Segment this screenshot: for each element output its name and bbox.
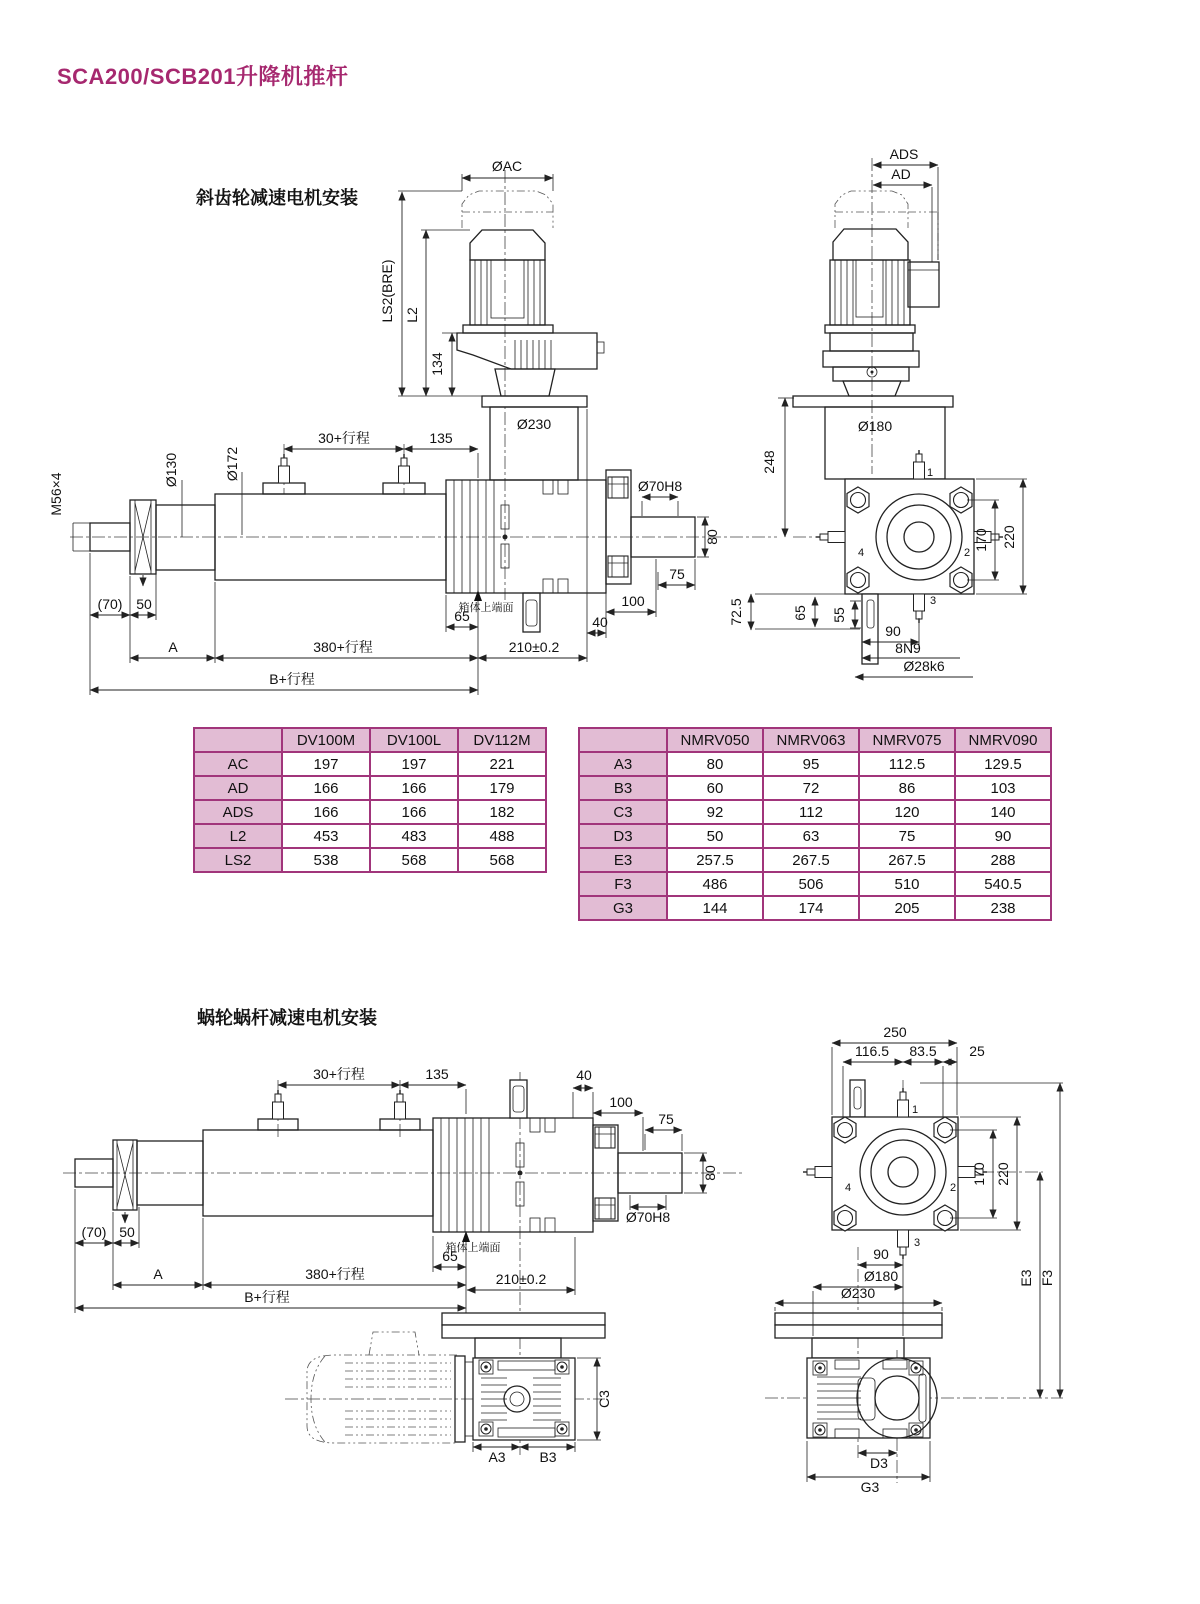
cell: 60 bbox=[667, 776, 763, 800]
dim-label: Ø130 bbox=[163, 452, 179, 488]
cell: 80 bbox=[667, 752, 763, 776]
dim-label: Ø172 bbox=[224, 446, 240, 482]
port-label: 1 bbox=[911, 1104, 919, 1116]
corner-cell bbox=[194, 728, 282, 752]
dim-label: 170 bbox=[971, 1162, 987, 1186]
row-label: C3 bbox=[579, 800, 667, 824]
cell: 538 bbox=[282, 848, 370, 872]
cell: 568 bbox=[370, 848, 458, 872]
worm-mounting-drawing bbox=[0, 1024, 1145, 1515]
dim-label: 72.5 bbox=[728, 598, 744, 626]
dim-label: 55 bbox=[831, 607, 847, 623]
dim-label: 83.5 bbox=[909, 1043, 937, 1059]
cell: 221 bbox=[458, 752, 546, 776]
dim-label: 箱体上端面 bbox=[445, 1242, 501, 1254]
dim-label: ADS bbox=[889, 146, 919, 162]
dim-label: 210±0.2 bbox=[508, 639, 560, 655]
section-heading-helical: 斜齿轮减速电机安装 bbox=[196, 188, 358, 208]
col-header: NMRV075 bbox=[859, 728, 955, 752]
dim-label: 100 bbox=[609, 1094, 633, 1110]
dim-label: 134 bbox=[429, 352, 445, 376]
cell: 50 bbox=[667, 824, 763, 848]
cell: 129.5 bbox=[955, 752, 1051, 776]
dim-label: 210±0.2 bbox=[495, 1271, 547, 1287]
col-header: DV100L bbox=[370, 728, 458, 752]
col-header: DV112M bbox=[458, 728, 546, 752]
helical-dim-table bbox=[193, 727, 547, 873]
port-label: 2 bbox=[963, 547, 971, 559]
dim-label: 135 bbox=[429, 430, 453, 446]
cell: 112 bbox=[763, 800, 859, 824]
dim-label: L2 bbox=[404, 307, 420, 323]
dim-label: 25 bbox=[969, 1043, 985, 1059]
row-label: L2 bbox=[194, 824, 282, 848]
dim-label: 65 bbox=[454, 608, 470, 624]
cell: 486 bbox=[667, 872, 763, 896]
row-label: ADS bbox=[194, 800, 282, 824]
cell: 92 bbox=[667, 800, 763, 824]
cell: 63 bbox=[763, 824, 859, 848]
dim-label: Ø28k6 bbox=[903, 658, 945, 674]
row-label: AC bbox=[194, 752, 282, 776]
cell: 238 bbox=[955, 896, 1051, 920]
helical-mounting-drawing bbox=[0, 140, 1145, 685]
row-label: AD bbox=[194, 776, 282, 800]
dim-label: B+行程 bbox=[269, 671, 315, 687]
port-label: 4 bbox=[857, 547, 865, 559]
table-row bbox=[194, 824, 546, 848]
table-row bbox=[194, 800, 546, 824]
row-label: B3 bbox=[579, 776, 667, 800]
dim-label: 50 bbox=[119, 1224, 135, 1240]
cell: 166 bbox=[370, 776, 458, 800]
cell: 182 bbox=[458, 800, 546, 824]
dim-label: 380+行程 bbox=[313, 639, 373, 655]
cell: 488 bbox=[458, 824, 546, 848]
dim-label: 8N9 bbox=[895, 640, 921, 656]
row-label: D3 bbox=[579, 824, 667, 848]
dim-label: 220 bbox=[1001, 525, 1017, 549]
worm-end-view bbox=[765, 1024, 1063, 1495]
worm-dim-table bbox=[578, 727, 1052, 921]
dim-label: 248 bbox=[761, 450, 777, 474]
table-row bbox=[579, 872, 1051, 896]
row-label: LS2 bbox=[194, 848, 282, 872]
section-heading-worm: 蜗轮蜗杆减速电机安装 bbox=[197, 1008, 377, 1028]
port-label: 3 bbox=[929, 595, 937, 607]
dim-label: 40 bbox=[576, 1067, 592, 1083]
dim-label: D3 bbox=[870, 1455, 888, 1471]
cell: 174 bbox=[763, 896, 859, 920]
row-label: A3 bbox=[579, 752, 667, 776]
cell: 540.5 bbox=[955, 872, 1051, 896]
table-row bbox=[579, 776, 1051, 800]
cell: 205 bbox=[859, 896, 955, 920]
dim-label: Ø70H8 bbox=[637, 478, 683, 494]
dim-label: (70) bbox=[97, 596, 123, 612]
table-row bbox=[194, 752, 546, 776]
col-header: NMRV063 bbox=[763, 728, 859, 752]
table-row bbox=[579, 848, 1051, 872]
dim-label: ØAC bbox=[491, 158, 523, 174]
dim-label: 40 bbox=[592, 614, 608, 630]
row-label: G3 bbox=[579, 896, 667, 920]
table-row bbox=[579, 800, 1051, 824]
cell: 197 bbox=[282, 752, 370, 776]
cell: 510 bbox=[859, 872, 955, 896]
col-header: NMRV090 bbox=[955, 728, 1051, 752]
cell: 72 bbox=[763, 776, 859, 800]
dim-label: 80 bbox=[702, 1165, 718, 1181]
dim-label: 220 bbox=[995, 1162, 1011, 1186]
row-label: F3 bbox=[579, 872, 667, 896]
port-label: 1 bbox=[926, 467, 934, 479]
dim-label: 75 bbox=[658, 1111, 674, 1127]
cell: 86 bbox=[859, 776, 955, 800]
col-header: NMRV050 bbox=[667, 728, 763, 752]
dim-label: 116.5 bbox=[855, 1043, 889, 1059]
cell: 166 bbox=[282, 800, 370, 824]
dim-label: 90 bbox=[873, 1246, 889, 1262]
dim-label: A bbox=[168, 639, 178, 655]
helical-end-view bbox=[728, 146, 1027, 677]
table-header-row bbox=[194, 728, 546, 752]
cell: 257.5 bbox=[667, 848, 763, 872]
dim-label: AD bbox=[891, 166, 911, 182]
dim-label: LS2(BRE) bbox=[379, 259, 395, 323]
dim-label: Ø180 bbox=[863, 1268, 899, 1284]
helical-side-view bbox=[48, 158, 777, 695]
col-header: DV100M bbox=[282, 728, 370, 752]
dim-label: Ø230 bbox=[516, 416, 552, 432]
dim-label: A bbox=[153, 1266, 163, 1282]
cell: 179 bbox=[458, 776, 546, 800]
dim-label: 30+行程 bbox=[313, 1066, 365, 1082]
cell: 267.5 bbox=[859, 848, 955, 872]
table-row bbox=[579, 824, 1051, 848]
table-row bbox=[579, 752, 1051, 776]
cell: 453 bbox=[282, 824, 370, 848]
dim-label: (70) bbox=[81, 1224, 107, 1240]
port-label: 4 bbox=[844, 1182, 852, 1194]
dim-label: 170 bbox=[973, 528, 989, 552]
cell: 483 bbox=[370, 824, 458, 848]
cell: 144 bbox=[667, 896, 763, 920]
dim-label: B+行程 bbox=[244, 1289, 290, 1305]
dim-label: 65 bbox=[792, 605, 808, 621]
dim-label: 135 bbox=[425, 1066, 449, 1082]
dim-label: 250 bbox=[883, 1024, 907, 1040]
cell: 197 bbox=[370, 752, 458, 776]
dim-label: M56×4 bbox=[48, 472, 64, 516]
table-row bbox=[194, 848, 546, 872]
dim-label: B3 bbox=[539, 1449, 557, 1465]
table-row bbox=[194, 776, 546, 800]
row-label: E3 bbox=[579, 848, 667, 872]
cell: 267.5 bbox=[763, 848, 859, 872]
cell: 166 bbox=[370, 800, 458, 824]
cell: 75 bbox=[859, 824, 955, 848]
dim-label: C3 bbox=[596, 1390, 612, 1408]
dim-label: 65 bbox=[442, 1248, 458, 1264]
table-row bbox=[579, 896, 1051, 920]
page-title: SCA200/SCB201升降机推杆 bbox=[57, 64, 349, 89]
port-label: 2 bbox=[949, 1182, 957, 1194]
table-header-row bbox=[579, 728, 1051, 752]
dim-label: 80 bbox=[704, 529, 720, 545]
cell: 506 bbox=[763, 872, 859, 896]
dim-label: 100 bbox=[621, 593, 645, 609]
cell: 103 bbox=[955, 776, 1051, 800]
dim-label: E3 bbox=[1018, 1269, 1034, 1287]
cell: 140 bbox=[955, 800, 1051, 824]
dim-label: 50 bbox=[136, 596, 152, 612]
cell: 90 bbox=[955, 824, 1051, 848]
dim-label: F3 bbox=[1039, 1269, 1055, 1287]
dim-label: 箱体上端面 bbox=[458, 602, 514, 614]
dim-label: 75 bbox=[669, 566, 685, 582]
cell: 166 bbox=[282, 776, 370, 800]
port-label: 3 bbox=[913, 1237, 921, 1249]
worm-side-view bbox=[63, 1066, 745, 1465]
dim-label: Ø180 bbox=[857, 418, 893, 434]
dim-label: 380+行程 bbox=[305, 1266, 365, 1282]
cell: 288 bbox=[955, 848, 1051, 872]
dim-label: G3 bbox=[860, 1479, 880, 1495]
dim-label: A3 bbox=[488, 1449, 506, 1465]
cell: 112.5 bbox=[859, 752, 955, 776]
corner-cell bbox=[579, 728, 667, 752]
cell: 568 bbox=[458, 848, 546, 872]
dim-label: 30+行程 bbox=[318, 430, 370, 446]
cell: 120 bbox=[859, 800, 955, 824]
dim-label: Ø230 bbox=[840, 1285, 876, 1301]
cell: 95 bbox=[763, 752, 859, 776]
dim-label: Ø70H8 bbox=[625, 1209, 671, 1225]
dim-label: 90 bbox=[885, 623, 901, 639]
